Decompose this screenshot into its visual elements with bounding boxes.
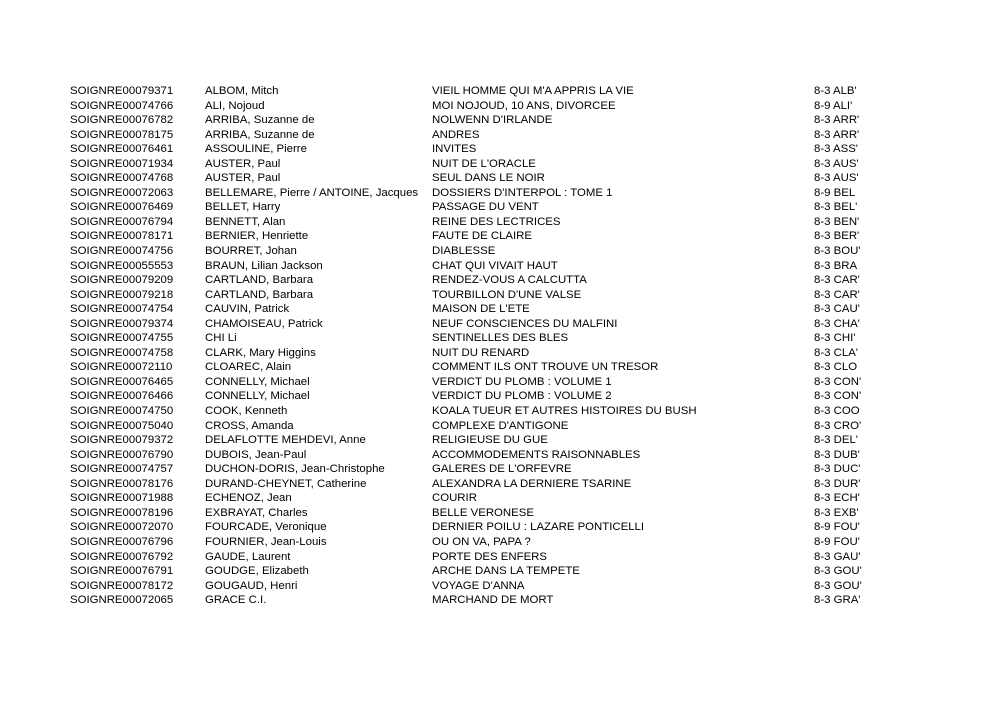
row-title: ANDRES [432, 128, 480, 141]
row-cote: 8-3 DUR' [814, 477, 861, 490]
row-id: SOIGNRE00074757 [70, 463, 174, 476]
row-author: GOUDGE, Elizabeth [205, 565, 309, 578]
row-id: SOIGNRE00076791 [70, 565, 174, 578]
row-author: CONNELLY, Michael [205, 375, 310, 388]
row-title: VOYAGE D'ANNA [432, 579, 525, 592]
row-id: SOIGNRE00075040 [70, 419, 174, 432]
row-author: BELLEMARE, Pierre / ANTOINE, Jacques [205, 186, 419, 199]
row-author: CARTLAND, Barbara [205, 288, 314, 301]
row-title: DIABLESSE [432, 245, 496, 258]
row-cote: 8-3 BEN' [814, 215, 860, 228]
table-row [70, 462, 930, 477]
row-id: SOIGNRE00072110 [70, 361, 173, 374]
row-cote: 8-9 FOU' [814, 535, 860, 548]
table-row [70, 520, 930, 535]
row-id: SOIGNRE00074750 [70, 405, 174, 418]
row-id: SOIGNRE00076792 [70, 550, 174, 563]
row-author: ARRIBA, Suzanne de [205, 128, 315, 141]
row-cote: 8-9 ALI' [814, 99, 853, 112]
row-cote: 8-3 CON' [814, 375, 862, 388]
table-row [70, 302, 930, 317]
row-cote: 8-3 ALB' [814, 85, 857, 97]
row-title: DERNIER POILU : LAZARE PONTICELLI [432, 521, 645, 534]
row-author: CHI Li [205, 332, 237, 345]
row-author: EXBRAYAT, Charles [205, 506, 308, 519]
row-author: ALBOM, Mitch [205, 85, 279, 97]
row-author: DURAND-CHEYNET, Catherine [205, 477, 367, 490]
row-author: BENNETT, Alan [205, 215, 286, 228]
table-row [70, 317, 930, 332]
row-author: COOK, Kenneth [205, 405, 288, 418]
table-row [70, 200, 930, 215]
row-title: RENDEZ-VOUS A CALCUTTA [432, 274, 587, 287]
row-id: SOIGNRE00076790 [70, 448, 174, 461]
row-title: OU ON VA, PAPA ? [432, 535, 531, 548]
table-row [70, 288, 930, 303]
row-cote: 8-3 BER' [814, 230, 860, 243]
table-row [70, 99, 930, 114]
row-id: SOIGNRE00079209 [70, 274, 174, 287]
row-title: PASSAGE DU VENT [432, 201, 539, 214]
table-row [70, 346, 930, 361]
table-row [70, 186, 930, 201]
row-cote: 8-3 CAR' [814, 274, 860, 287]
row-title: DOSSIERS D'INTERPOL : TOME 1 [432, 186, 613, 199]
table-row [70, 244, 930, 259]
row-cote: 8-3 ARR' [814, 128, 860, 141]
row-id: SOIGNRE00079374 [70, 317, 174, 330]
row-id: SOIGNRE00074755 [70, 332, 174, 345]
row-id: SOIGNRE00071934 [70, 157, 174, 170]
row-cote: 8-3 GOU' [814, 565, 862, 578]
row-cote: 8-3 CON' [814, 390, 862, 403]
row-title: PORTE DES ENFERS [432, 550, 547, 563]
row-author: GRACE C.I. [205, 594, 267, 607]
row-id: SOIGNRE00076469 [70, 201, 174, 214]
row-author: ALI, Nojoud [205, 99, 265, 112]
table-row [70, 491, 930, 506]
table-row [70, 113, 930, 128]
row-cote: 8-3 CHI' [814, 332, 856, 345]
row-title: KOALA TUEUR ET AUTRES HISTOIRES DU BUSH [432, 405, 697, 418]
row-title: TOURBILLON D'UNE VALSE [432, 288, 582, 301]
row-author: BOURRET, Johan [205, 245, 297, 258]
row-title: COMPLEXE D'ANTIGONE [432, 419, 569, 432]
row-title: CHAT QUI VIVAIT HAUT [432, 259, 558, 272]
row-title: VERDICT DU PLOMB : VOLUME 2 [432, 390, 612, 403]
row-cote: 8-3 GAU' [814, 550, 861, 563]
row-cote: 8-3 AUS' [814, 172, 859, 185]
row-author: CLOAREC, Alain [205, 361, 292, 374]
table-row [70, 404, 930, 419]
table-row [70, 593, 930, 608]
row-id: SOIGNRE00071988 [70, 492, 174, 505]
table-row [70, 215, 930, 230]
row-author: CHAMOISEAU, Patrick [205, 317, 323, 330]
row-id: SOIGNRE00078175 [70, 128, 174, 141]
row-title: ALEXANDRA LA DERNIERE TSARINE [432, 477, 632, 490]
row-id: SOIGNRE00078172 [70, 579, 174, 592]
row-cote: 8-3 CRO' [814, 419, 862, 432]
row-author: CAUVIN, Patrick [205, 303, 290, 316]
row-title: SENTINELLES DES BLES [432, 332, 569, 345]
table-row [70, 157, 930, 172]
row-id: SOIGNRE00076794 [70, 215, 174, 228]
row-id: SOIGNRE00074754 [70, 303, 174, 316]
table-row [70, 375, 930, 390]
row-cote: 8-3 BOU' [814, 245, 861, 258]
row-title: VERDICT DU PLOMB : VOLUME 1 [432, 375, 612, 388]
row-author: ARRIBA, Suzanne de [205, 114, 315, 127]
row-cote: 8-3 DUB' [814, 448, 860, 461]
row-author: BELLET, Harry [205, 201, 281, 214]
row-author: FOURCADE, Veronique [205, 521, 327, 534]
row-cote: 8-3 ASS' [814, 143, 858, 156]
row-cote: 8-3 CAU' [814, 303, 860, 316]
row-cote: 8-3 CAR' [814, 288, 860, 301]
row-author: CONNELLY, Michael [205, 390, 310, 403]
row-cote: 8-3 CHA' [814, 317, 860, 330]
row-id: SOIGNRE00079372 [70, 434, 174, 447]
row-cote: 8-3 DEL' [814, 434, 858, 447]
row-title: MAISON DE L'ETE [432, 303, 530, 316]
row-id: SOIGNRE00074768 [70, 172, 174, 185]
row-author: CARTLAND, Barbara [205, 274, 314, 287]
table-row [70, 448, 930, 463]
row-title: REINE DES LECTRICES [432, 215, 561, 228]
row-id: SOIGNRE00076465 [70, 375, 174, 388]
row-title: NUIT DE L'ORACLE [432, 157, 536, 170]
table-row [70, 477, 930, 492]
row-id: SOIGNRE00078196 [70, 506, 174, 519]
row-title: ARCHE DANS LA TEMPETE [432, 565, 580, 578]
row-id: SOIGNRE00055553 [70, 259, 174, 272]
row-cote: 8-3 AUS' [814, 157, 859, 170]
row-id: SOIGNRE00078176 [70, 477, 174, 490]
row-title: MOI NOJOUD, 10 ANS, DIVORCEE [432, 99, 616, 112]
row-title: RELIGIEUSE DU GUE [432, 434, 548, 447]
row-cote: 8-9 BEL [814, 186, 856, 199]
row-author: BERNIER, Henriette [205, 230, 309, 243]
table-row [70, 389, 930, 404]
row-id: SOIGNRE00074758 [70, 346, 174, 359]
table-row [70, 273, 930, 288]
row-cote: 8-3 CLA' [814, 346, 858, 359]
table-row [70, 419, 930, 434]
row-cote: 8-3 CLO [814, 361, 858, 374]
table-row [70, 579, 930, 594]
row-title: GALERES DE L'ORFEVRE [432, 463, 572, 476]
row-author: DELAFLOTTE MEHDEVI, Anne [205, 434, 366, 447]
table-row [70, 360, 930, 375]
row-cote: 8-3 GOU' [814, 579, 862, 592]
row-title: NUIT DU RENARD [432, 346, 530, 359]
row-cote: 8-9 FOU' [814, 521, 860, 534]
row-title: NOLWENN D'IRLANDE [432, 114, 553, 127]
row-cote: 8-3 GRA' [814, 594, 861, 607]
row-title: INVITES [432, 143, 477, 156]
row-cote: 8-3 ECH' [814, 492, 860, 505]
row-title: NEUF CONSCIENCES DU MALFINI [432, 317, 618, 330]
row-cote: 8-3 EXB' [814, 506, 859, 519]
table-row [70, 506, 930, 521]
row-author: GAUDE, Laurent [205, 550, 291, 563]
row-id: SOIGNRE00076461 [70, 143, 174, 156]
table-row [70, 535, 930, 550]
table-row [70, 433, 930, 448]
row-id: SOIGNRE00079371 [70, 85, 174, 97]
table-row [70, 128, 930, 143]
table-row [70, 84, 930, 99]
row-id: SOIGNRE00074756 [70, 245, 174, 258]
row-author: GOUGAUD, Henri [205, 579, 298, 592]
row-cote: 8-3 COO [814, 405, 860, 418]
row-author: FOURNIER, Jean-Louis [205, 535, 327, 548]
row-author: CLARK, Mary Higgins [205, 346, 316, 359]
row-author: AUSTER, Paul [205, 172, 281, 185]
table-row [70, 229, 930, 244]
row-id: SOIGNRE00072070 [70, 521, 174, 534]
row-author: AUSTER, Paul [205, 157, 281, 170]
row-id: SOIGNRE00076466 [70, 390, 174, 403]
row-author: CROSS, Amanda [205, 419, 294, 432]
row-title: SEUL DANS LE NOIR [432, 172, 545, 185]
row-cote: 8-3 BRA [814, 259, 858, 272]
row-id: SOIGNRE00079218 [70, 288, 174, 301]
table-row [70, 171, 930, 186]
row-title: COMMENT ILS ONT TROUVE UN TRESOR [432, 361, 659, 374]
table-row [70, 142, 930, 157]
row-id: SOIGNRE00078171 [70, 230, 174, 243]
row-cote: 8-3 BEL' [814, 201, 858, 214]
row-title: ACCOMMODEMENTS RAISONNABLES [432, 448, 641, 461]
row-title: BELLE VERONESE [432, 506, 534, 519]
table-row [70, 259, 930, 274]
row-author: BRAUN, Lilian Jackson [205, 259, 323, 272]
row-author: ECHENOZ, Jean [205, 492, 292, 505]
row-author: ASSOULINE, Pierre [205, 143, 307, 156]
row-id: SOIGNRE00072063 [70, 186, 174, 199]
book-list-table [70, 84, 930, 608]
row-cote: 8-3 DUC' [814, 463, 861, 476]
row-title: VIEIL HOMME QUI M'A APPRIS LA VIE [432, 85, 634, 97]
row-id: SOIGNRE00076796 [70, 535, 174, 548]
row-title: COURIR [432, 492, 477, 505]
table-row [70, 550, 930, 565]
row-author: DUCHON-DORIS, Jean-Christophe [205, 463, 385, 476]
row-id: SOIGNRE00076782 [70, 114, 174, 127]
row-cote: 8-3 ARR' [814, 114, 860, 127]
row-id: SOIGNRE00074766 [70, 99, 174, 112]
table-row [70, 331, 930, 346]
row-author: DUBOIS, Jean-Paul [205, 448, 307, 461]
row-id: SOIGNRE00072065 [70, 594, 174, 607]
table-row [70, 564, 930, 579]
row-title: FAUTE DE CLAIRE [432, 230, 533, 243]
row-title: MARCHAND DE MORT [432, 594, 554, 607]
